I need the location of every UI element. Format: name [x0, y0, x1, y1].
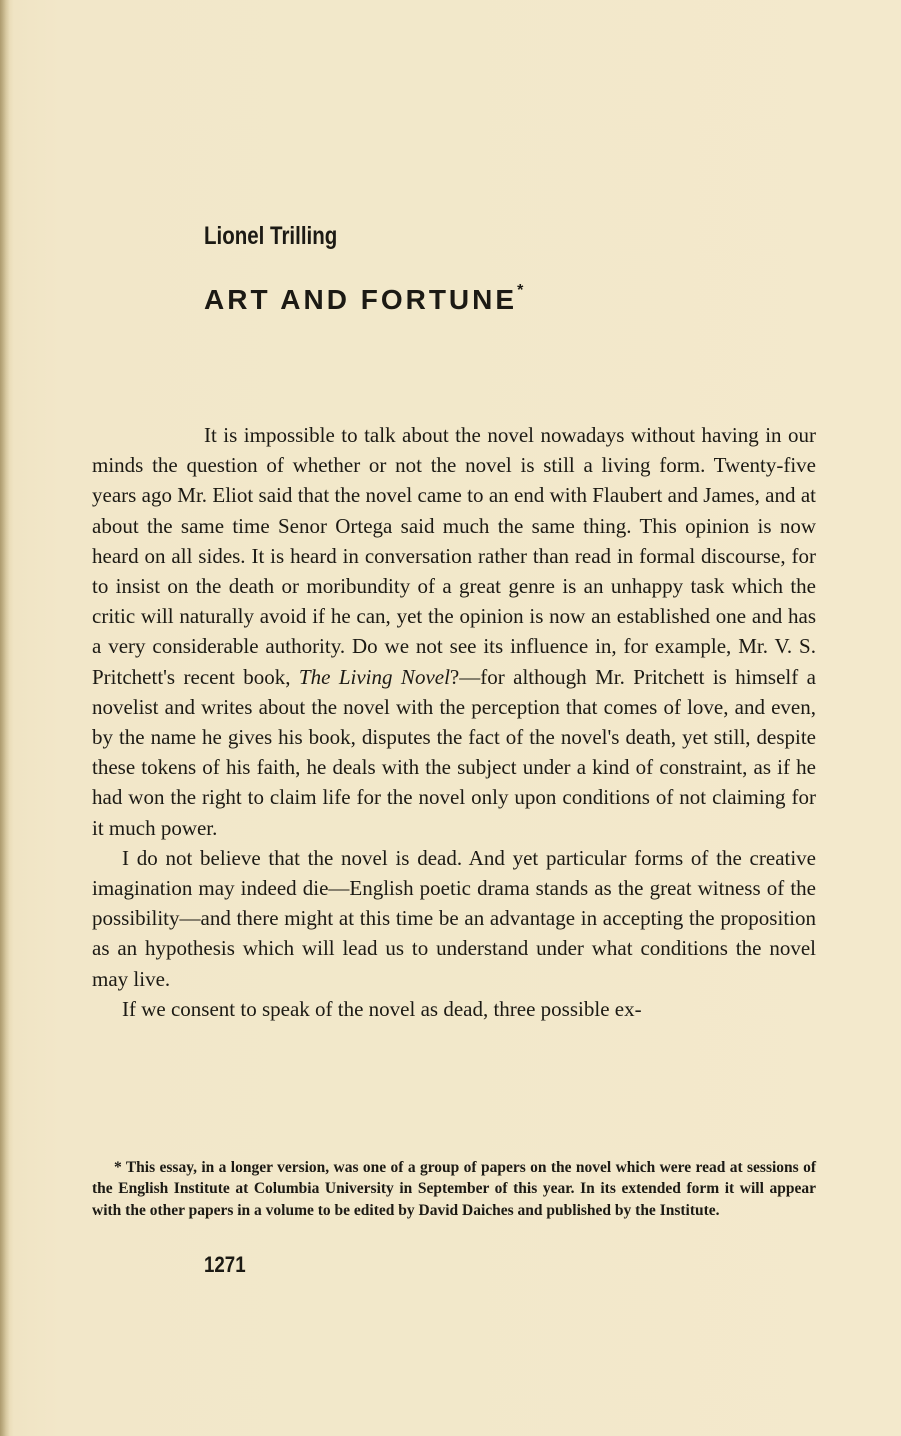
article-title [204, 284, 523, 316]
binding-shadow [0, 0, 10, 1436]
paragraph-1-before: It is impossible to talk about the novel nowadays without having in our minds the question of whether or not the novel is still a living form. Twenty-five years ago Mr. Eliot said that the novel came to an end with Flaubert and James, and at about the same time Senor Ortega said much the same thing. This opinion is now heard on all sides. It is heard in conversation rather than read in formal discourse, for to insist on the death or moribundity of a great genre is an unhappy task which the critic will naturally avoid if he can, yet the opinion is now an established one and has a very considerable authority. Do we not see its influence in, for example, Mr. V. S. Pritchett's recent book, [92, 423, 816, 689]
paragraph-1 [92, 420, 816, 843]
footnote-marker: * [517, 282, 524, 299]
author-name: Lionel Trilling [204, 222, 338, 250]
book-title: The Living Novel [298, 664, 450, 689]
page-number: 1271 [204, 1252, 246, 1277]
paragraph-1-after: ?—for although Mr. Pritchett is himself a novelist and writes about the novel with the perception that comes of love, and even, by the name he gives his book, disputes the fact of the novel's death, yet still, despite these tokens of his faith, he deals with the subject under a kind of constraint, as if he had won the right to claim life for the novel only upon conditions of not claiming for it much power. [92, 664, 816, 840]
article-title-text: ART AND FORTUNE [204, 284, 518, 315]
footnote: * This essay, in a longer version, was one of a group of papers on the novel which were read at sessions of the English Institute at Columbia University in September of this year. In its extended form it will appear with the other papers in a volume to be edited by David Daiches and published by the Institute. [92, 1159, 816, 1219]
paragraph-2: I do not believe that the novel is dead. And yet particular forms of the creative imagination may indeed die—English poetic drama stands as the great witness of the possibility—and there might at this time be an advantage in accepting the proposition as an hypothesis which will lead us to understand under what conditions the novel may live. [92, 845, 816, 991]
article-body [92, 420, 816, 1024]
paragraph-3: If we consent to speak of the novel as dead, three possible ex- [122, 996, 642, 1021]
